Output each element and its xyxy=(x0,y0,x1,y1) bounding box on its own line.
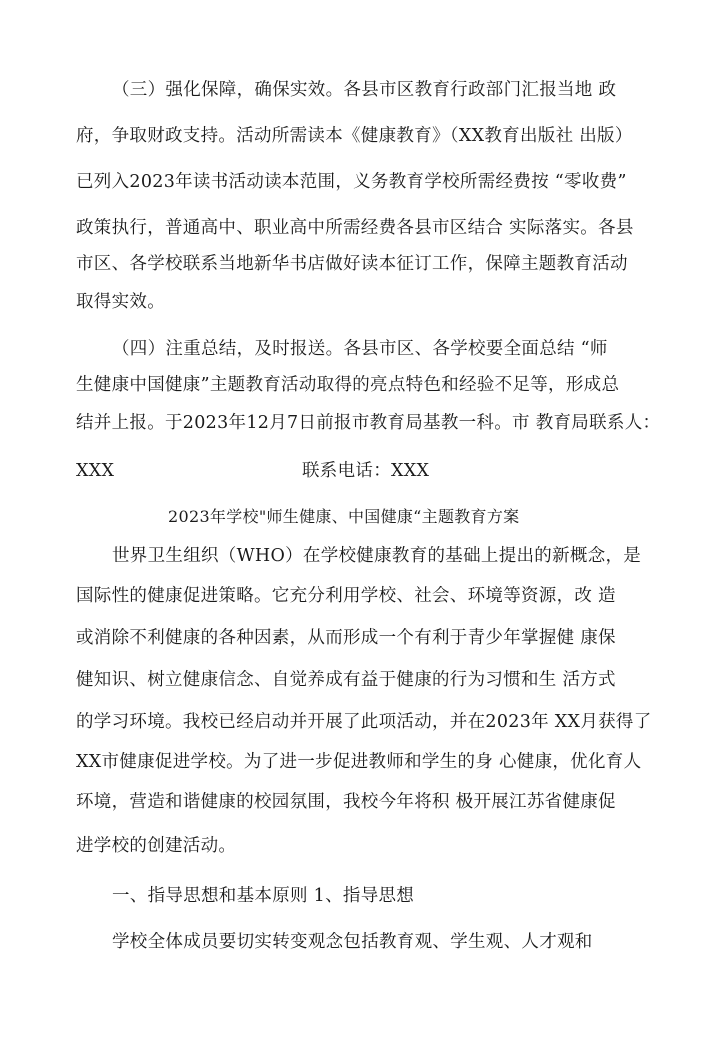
section4-line-1: （四）注重总结，及时报送。各县市区、各学校要全面总结 “师 xyxy=(112,339,608,359)
intro-line-6: XX市健康促进学校。为了进一步促进教师和学生的身 心健康，优化育人 xyxy=(76,752,642,772)
intro-line-7: 环境，营造和谐健康的校园氛围，我校今年将积 极开展江苏省健康促 xyxy=(76,792,616,812)
section3-line-5: 市区、各学校联系当地新华书店做好读本征订工作，保障主题教育活动 xyxy=(76,254,628,274)
intro-line-1: 世界卫生组织（WHO）在学校健康教育的基础上提出的新概念，是 xyxy=(112,546,642,566)
guidance-heading: 一、指导思想和基本原则 1、指导思想 xyxy=(112,886,415,906)
contact-phone: 联系电话：XXX xyxy=(302,461,430,481)
intro-line-2: 国际性的健康促进策略。它充分利用学校、社会、环境等资源，改 造 xyxy=(76,586,616,606)
intro-line-8: 进学校的创建活动。 xyxy=(76,836,237,856)
intro-line-5: 的学习环境。我校已经启动并开展了此项活动，并在2023年 XX月获得了 xyxy=(76,712,652,732)
section3-line-3: 已列入2023年读书活动读本范围，义务教育学校所需经费按 “零收费” xyxy=(76,172,627,192)
plan-title: 2023年学校"师生健康、中国健康“主题教育方案 xyxy=(168,507,520,526)
section3-line-1: （三）强化保障，确保实效。各县市区教育行政部门汇报当地 政 xyxy=(112,80,617,100)
section4-line-3: 结并上报。于2023年12月7日前报市教育局基教一科。市 教育局联系人： xyxy=(76,413,661,433)
section3-line-4: 政策执行，普通高中、职业高中所需经费各县市区结合 实际落实。各县 xyxy=(76,218,634,238)
section3-line-6: 取得实效。 xyxy=(76,292,165,312)
intro-line-3: 或消除不利健康的各种因素，从而形成一个有利于青少年掌握健 康保 xyxy=(76,628,616,648)
section4-line-2: 生健康中国健康”主题教育活动取得的亮点特色和经验不足等，形成总 xyxy=(76,375,620,395)
intro-line-4: 健知识、树立健康信念、自觉养成有益于健康的行为习惯和生 活方式 xyxy=(76,670,616,690)
contact-person: XXX xyxy=(76,461,115,481)
section3-line-2: 府，争取财政支持。活动所需读本《健康教育》（XX教育出版社 出版） xyxy=(76,126,633,146)
last-line: 学校全体成员要切实转变观念包括教育观、学生观、人才观和 xyxy=(112,932,593,952)
